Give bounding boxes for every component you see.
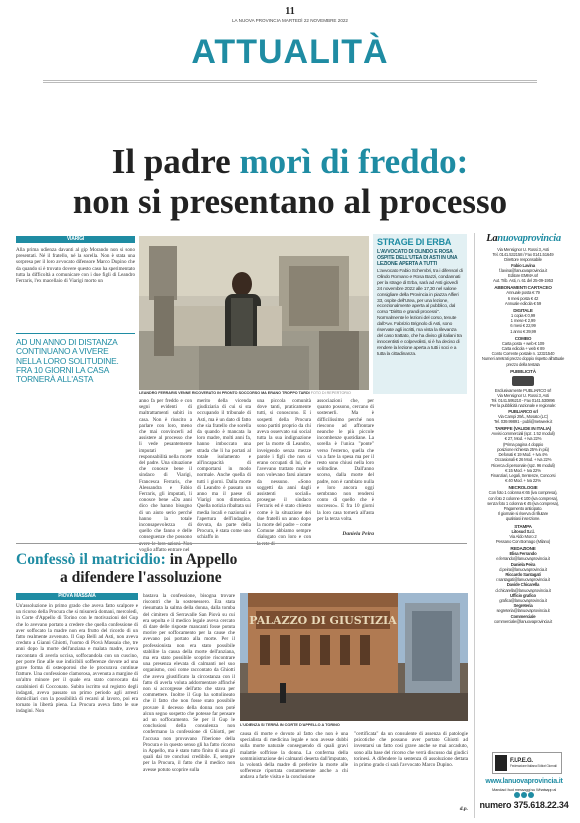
headline-highlight: morì di freddo: xyxy=(239,142,469,181)
section-title xyxy=(0,33,580,72)
article1-col-d: associazioni che, per quanto possono, cercano di sostenerli. Ma è difficilissimo perché non riescono ad affrontare neanche le più piccole incombenze quotidiane. La sorella è l'unica "ponte" verso l'esterno, quella che va a fare la spesa ma per il resto sono chiusi nella loro solitudine. Dall'anno scorso, dalla morte del padre, non è cambiato nulla e loro ancora oggi sembrano non rendersi conto di quello che è successo». E fra 10 giorni la loro casa tornerà all'asta per la terza volta. xyxy=(317,398,374,522)
article2-headline-part2: in Appello xyxy=(165,551,238,568)
article2-headline xyxy=(16,551,467,587)
hospital-photo xyxy=(139,236,369,390)
strage-subtitle: L'AVVOCATO DI OLINDO E ROSA OSPITE DELL'UTEA DI ASTI IN UNA LEZIONE APERTA A TUTTI xyxy=(377,249,458,267)
article2-headline-part1: Confessò il matricidio: xyxy=(16,551,166,568)
article2-col3: causa di morte e dovuto al fatto che non è una specialista di medicina legale e non avesse dubbi sulla morte naturale conseguendo di quali gravi malattie soffrisse la donna. La conferma della somministrazione dei calmanti deserta dall'imputato, la volontà della madre di preferire la morte alle sofferenze riportata costantemente anche a chi andava a farle visita e la conclusione xyxy=(240,731,348,781)
whatsapp-phone[interactable]: numero 375.618.22.34 xyxy=(479,800,569,810)
pullquote-rule xyxy=(16,333,135,334)
pull-quote: AD UN ANNO DI DISTANZA CONTINUANO A VIVERE NELLA LORO SOLITUDINE. FRA 10 GIORNI LA CASA TORNERÀ ALL'ASTA xyxy=(16,337,119,385)
strage-title: STRAGE DI ERBA xyxy=(377,237,452,247)
newspaper-logo: Lanuovaprovincia xyxy=(486,233,561,244)
headline-line2: non si presentano al processo xyxy=(72,182,508,221)
article2-author: d.p. xyxy=(459,806,468,812)
article2-col2: bastava la confessione, bisogna trovare riscontri che la sostenessero. Era stata riesumata la salma della donna, dalla tomba del cimitero di Serravalle San Piovà su cui era sepolta e il medico legale aveva cercato di dare delle risposte mancanti fosse potuta morire per soffocamento per la cause che avevano poi portato alla morte. Per il professionista non era stato possibile stabilire la causa della morte dell'anziana, ma era stato possibile scoprire riscontrare una presenza elevata di calmanti nel suo organismo, così come raccontato da Ghiotti che aveva giustificato la circostanza con il fatto di averla voluta addormentare affinché non si accorgesse dell'atto che stava per commettere. Inoltre il Gup ha sottolineato che il fatto che non fosse stato possibile provare il decesso della donna non poté alcun segno sospetto che potesse far pensare ad un soffocamento. Se per il Gup le conclusioni della consulenza non confermano la confessione di Ghiotti, per l'accusa non provavano l'iberione della Procura e in questo senso gli ha fatto ricorso in Appello, ma è stato tutto finito di una gli quali dai tre conclusi credibile. E, sempre per la Procura, il fatto che il medico non avesse potuto scoprire sulla xyxy=(143,593,235,773)
main-headline xyxy=(0,142,580,222)
article1-col-a: anno fa per freddo e con segni evidenti di maltrattamenti subiti in casa. Non è riuscito a parlare con loro, meno che mai convincerli ad assistere al processo che li vede pesantemente imputati per responsabilità nella morte del padre. Una situazione che conosce bene il sindaco di Viarigi, Francesca Ferraris, che Alessandra e Fabio Ferraris, gli imputati, li conosce bene «Da anni dico che hanno bisogno di un aiuto serio perché hanno la totale inconsapevolezza di quello che fanno e delle conseguenze che possono avere le loro azioni. Non voglio affatto entrare nel xyxy=(139,398,192,553)
strage-text: L'avvocato Fabio Schembri, tra i difensori di Olindo Romano e Rosa Bazzi, condannati per la strage di Erba, sarà ad Asti giovedì 24 novembre 2022 alle 17,30 nel salone consigliare della Provincia in piazza Alfieri 33, ospite dell'Utea, per una lezione, eccezionalmente aperta al pubblico, dal corso "Diritto e grandi processi". Normalmente le lezioni del corso, tenute dall'Avv. Fabrizio Brignolo di Asti, sono riservate agli iscritti, ma vista la rilevanza del caso trattato, che ha diviso gli italiani tra innocentisti e colpevolisti, si è ha deciso di rendere la lezione aperta a tutti i soci e a tutta la cittadinanza. xyxy=(377,269,463,357)
svg-text:PALAZZO DI GIUSTIZIA: PALAZZO DI GIUSTIZIA xyxy=(249,614,397,627)
article2-headline-line2: a difendere l'assoluzione xyxy=(60,569,222,586)
fipeg-badge xyxy=(492,752,562,774)
whatsapp-icon[interactable] xyxy=(528,792,534,798)
palazzo-giustizia-photo xyxy=(240,593,468,721)
header-rule xyxy=(43,80,537,83)
section-title-text: ATTUALITÀ xyxy=(191,33,389,71)
instagram-icon[interactable] xyxy=(521,792,527,798)
article1-author: Daniela Peira xyxy=(342,531,374,537)
article2-col1: Un'assoluzione in primo grado che aveva fatto scalpore e un ricorso della Procura che si misurerà domani, mercoledì, in Corte d'Appello di Torino con le motivazioni del Gup che lo avevano portato a credere che quella confessione di aver soffocato la madre non era frutto del ricordo di un fatto realmente avvenuto. Il Gup Bellì ad Asti, non aveva creduto a Gianni Ghiotti, l'uomo di Piovà Massaia che, tre anni dopo la morte dell'anziana e malata madre, aveva raccontato di averla uccisa, soffocandola con un cuscino, per porre fine alle sue indicibili sofferenze dovute ad una grave forma di osteoporosi che le procurava continue fratture. Una confessione clamorosa, avvenuta a margine di un'altro minore per il quale era stato convocato dai carabinieri di Cocconato. Subito iscritto sul registro degli indagati, aveva passato un primo periodo agli arresti domiciliari con la possibilità di recarsi al lavoro, poi era tornato in libertà piena. La Procura aveva fatto le sue indagini. Non xyxy=(16,603,138,715)
headline-part1: Il padre xyxy=(111,142,240,181)
photo-caption-2: L'UDIENZA SI TERRÀ IN CORTE D'APPELLO A TORINO xyxy=(240,723,340,727)
photo-caption-1: LEANDRO FERRARIS VENNE RICOVERATO IN PRONTO SOCCORSO MA ERANO TROPPO TARDI FOTO DI REPERTORIO xyxy=(139,391,351,395)
location-tag-piova: PIOVÀ MASSAIA xyxy=(16,593,138,600)
address-block: Via Mensignor U. Rossi 3, Asti Tel. 0141.532158 / Fax 0141.51649 Direttore responsabile Fabio Lavina f.lavina@lanuovaprovincia.it Editore EMMA srl Aut. Trib. Asti, n. 61 del 25-09-1953 ABBONAMENTI CARTACEO Annuale posta € 79 6 mesi posta € 42 Annuale edicola € 59 DIGITALE 1 copia € 0,99 1 mese € 2,99 6 mesi € 22,99 1 anno € 39,99 COMBO Carta posta + web € 109 Carta edicola + web € 89 Conto Corrente postale n. 12321540 Numeri arretrati prezzo doppio rispetto all'attuale prezzo della testata PUBBLICITÀ Esclusivamente PUBLIARCO srl Via Mensignor U. Rossi 3, Asti Tel. 0141.595210 - Fax 0141.530896 Per la pubblicità nazionale e regionale: PUBLIARCO srl Via Campi 29/L, Mosato (LC) Tel. 039.99891 - publi@netweek.it TARIFFE (VALIDE IN ITALIA) Avvisi commerciali (spz. 1 52 moduli) € 27, Mod. + Iva 22% (Prima pagina 4 doppio posizione richiesta 25% in più) Defonati € 19 Mod. + Iva 4% Occasionali € 26 Mod. + Iva 22% Ricerca di personale (spz. 96 moduli) € 15 Mod. + Iva 22% Finanziari, Legali, Sentenze, Concorsi € 40 Mod. + Iva 22% NECROLOGIE Con foto 1 colonna € 65 (iva compresa), con foto 2 colonne € 100 (iva compresa), senza foto 1 colonna € 45 (iva compresa), Pagamento anticipato. Il giornale si riserva di rifiutare qualsiasi inserzione. STAMPA Litosud S.r.l. Via Aldo Moro 2 Pessano Con Bornago (Milano) REDAZIONE Elisa Ferrando e.ferrando@lanuovaprovincia.it Daniela Peira d.peira@lanuovaprovincia.it Riccardo Santagati r.santagati@lanuovaprovincia.it Davide Chicarella d.chicarella@lanuovaprovincia.it Ufficio grafico grafica@lanuovaprovincia.it Segreteria segreteria@lanuovaprovincia.it Commerciale commerciale@lanuovaprovincia.it xyxy=(481,247,565,624)
location-tag-viarigi: VIARIGI xyxy=(16,236,135,243)
page-header xyxy=(0,6,580,23)
right-column xyxy=(474,233,569,818)
article2-col4: "certificata" da un consulente di assenza di patologie psicotiche che possano aver portato Ghiotti ad inventarsi un fatto così grave anche se mai accaduto, sono alla base del ricorso che verrà discusso dai giudici torinesi. A difendere la sentenza di assoluzione dettata in primo grado ci sarà l'avvocato Marco Dupino. xyxy=(354,731,468,769)
publiarco-logo xyxy=(512,376,534,386)
article1-col-c: una piccola comunità dove tanti, praticamente tutti, si conoscono. E i sospetti della Procura sono partiti proprio da chi aveva osservato sui social tutta la sua indignazione per la morte di Leandro, inveigendo senza mezze parole i figli che non si erano occupati di lui, che l'avevano trattato male e non volevano farsi aiutare da nessuno. «Sono soggetti da anni dagli assistenti sociali» prosegue il sindaco Ferraris ed è stato chiesto come è la situazione dei due fratelli un anno dopo la morte del padre – come Comune abbiamo sempre dialogato con loro e con la rete di xyxy=(257,398,311,547)
hospital-photo-image xyxy=(139,236,369,390)
article1-col-b: merito della vicenda giudiziaria di cui si sta occupando il tribunale di Asti, ma è un dato di fatto che sia fratello che sorella da quando è mancata la loro madre, molti anni fa, hanno imboccato una strada che li ha portati al totale isolamento e all'incapacità di comportarsi in modo normale. Anche quella di tutti i giorni. Dalla morte di Leandro è passato un anno ma il paese di Viarigi non dimentica. Quella notizia ribaltata sui media locali e nazionali e l'apertura dell'indagine, dovuta, da parte della Procura, è stata come uno schiaffo in xyxy=(197,398,251,541)
fipeg-text: F.I.P.E.G. xyxy=(510,758,533,764)
article1-intro: Alla prima udienza davanti al gip Morando non si sono presentati. Né il fratello, né la sorella. Non è stata una sorpresa per il loro avvocato difensore Marco Dupino che da quando si è trovato dovere questo caso ha sperimentato tutta la difficoltà a comunicare con i due figli di Leandro Ferraris, l'ex macellaio di Viarigi morto un xyxy=(16,247,135,285)
website-link[interactable]: www.lanuovaprovincia.it xyxy=(485,778,563,785)
palazzo-giustizia-image xyxy=(240,593,468,721)
whatsapp-line: Mandaci i tuoi messaggi su Whatsapp al xyxy=(492,787,556,792)
fipeg-logo-icon xyxy=(495,755,507,771)
article-separator xyxy=(16,543,467,544)
strage-sidebar xyxy=(373,234,467,394)
fipeg-sub: Federazione Italiana Editori Giornali xyxy=(510,764,557,768)
social-icons xyxy=(476,792,572,800)
facebook-icon[interactable] xyxy=(514,792,520,798)
page-number: 11 xyxy=(285,6,295,17)
masthead-line: LA NUOVA PROVINCIA MARTEDÌ 22 NOVEMBRE 2022 xyxy=(232,18,348,23)
